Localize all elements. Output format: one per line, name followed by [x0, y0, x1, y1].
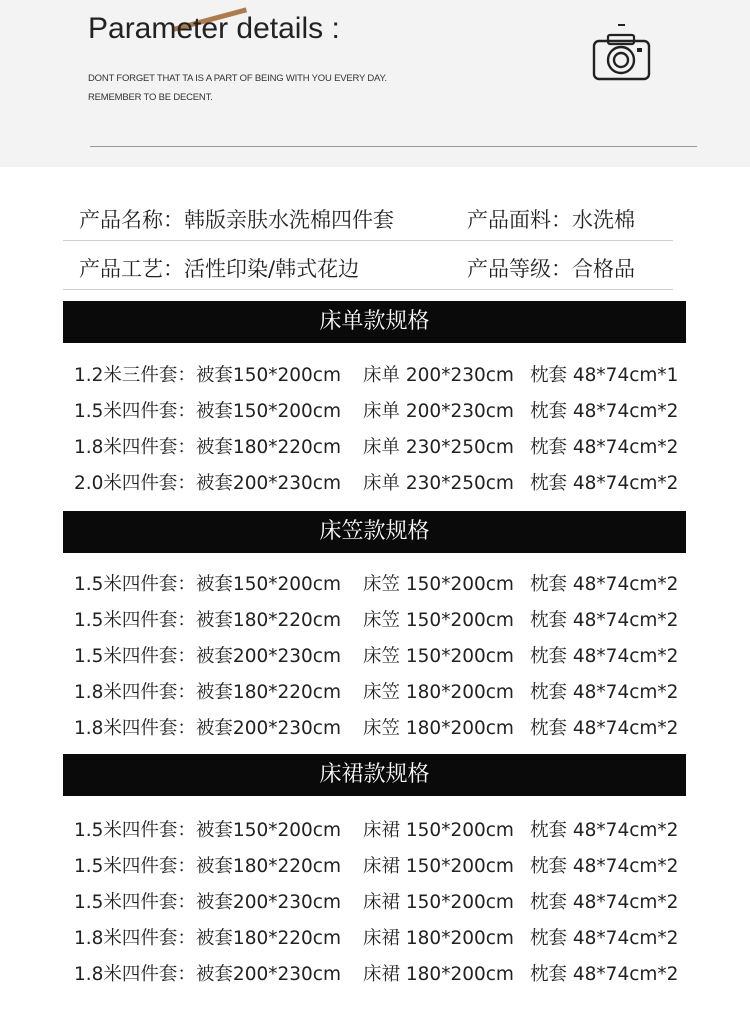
spec-skirt: 床裙 150*200cm: [363, 856, 514, 877]
spec-set: 1.8米四件套：被套180*220cm: [74, 682, 341, 703]
spec-pillowcase: 枕套 48*74cm*2: [530, 646, 679, 667]
spec-row: [0, 888, 750, 916]
subtitle-line-1: DONT FORGET THAT TA IS A PART OF BEING WITH YOU EVERY DAY.: [88, 73, 387, 84]
spec-set: 1.5米四件套：被套200*230cm: [74, 892, 341, 913]
spec-pillowcase: 枕套 48*74cm*2: [530, 401, 679, 422]
spec-fitted: 床笠 150*200cm: [363, 646, 514, 667]
product-name: 产品名称：韩版亲肤水洗棉四件套: [79, 208, 394, 232]
spec-set: 1.5米四件套：被套150*200cm: [74, 574, 341, 595]
parameter-header: [0, 0, 750, 167]
spec-skirt: 床裙 150*200cm: [363, 820, 514, 841]
spec-pillowcase: 枕套 48*74cm*2: [530, 574, 679, 595]
spec-skirt: 床裙 180*200cm: [363, 928, 514, 949]
camera-icon: [590, 22, 652, 84]
header-divider: [90, 146, 697, 147]
spec-sheet: 床单 200*230cm: [363, 401, 514, 422]
spec-set: 1.8米四件套：被套180*220cm: [74, 928, 341, 949]
spec-pillowcase: 枕套 48*74cm*2: [530, 610, 679, 631]
spec-set: 1.5米四件套：被套180*220cm: [74, 610, 341, 631]
spec-fitted: 床笠 150*200cm: [363, 610, 514, 631]
spec-row: [0, 960, 750, 988]
spec-sheet: 床单 230*250cm: [363, 473, 514, 494]
spec-skirt: 床裙 180*200cm: [363, 964, 514, 985]
spec-row: [0, 816, 750, 844]
spec-row: [0, 397, 750, 425]
info-row-2: [63, 245, 673, 290]
product-grade: 产品等级：合格品: [467, 257, 635, 281]
section-title-fitted-sheet: 床笠款规格: [63, 511, 686, 553]
product-fabric: 产品面料：水洗棉: [467, 208, 635, 232]
spec-fitted: 床笠 150*200cm: [363, 574, 514, 595]
spec-set: 1.5米四件套：被套150*200cm: [74, 820, 341, 841]
spec-pillowcase: 枕套 48*74cm*2: [530, 820, 679, 841]
spec-set: 1.5米四件套：被套200*230cm: [74, 646, 341, 667]
spec-row: [0, 642, 750, 670]
section-title-bed-skirt: 床裙款规格: [63, 754, 686, 796]
spec-sheet: 床单 230*250cm: [363, 437, 514, 458]
spec-pillowcase: 枕套 48*74cm*2: [530, 718, 679, 739]
spec-pillowcase: 枕套 48*74cm*2: [530, 473, 679, 494]
spec-pillowcase: 枕套 48*74cm*2: [530, 964, 679, 985]
spec-set: 2.0米四件套：被套200*230cm: [74, 473, 341, 494]
spec-row: [0, 606, 750, 634]
spec-row: [0, 361, 750, 389]
spec-set: 1.8米四件套：被套180*220cm: [74, 437, 341, 458]
spec-pillowcase: 枕套 48*74cm*2: [530, 437, 679, 458]
spec-row: [0, 924, 750, 952]
spec-row: [0, 469, 750, 497]
info-row-1: [63, 196, 673, 241]
spec-set: 1.5米四件套：被套150*200cm: [74, 401, 341, 422]
spec-row: [0, 433, 750, 461]
spec-fitted: 床笠 180*200cm: [363, 718, 514, 739]
spec-set: 1.8米四件套：被套200*230cm: [74, 964, 341, 985]
spec-pillowcase: 枕套 48*74cm*2: [530, 928, 679, 949]
product-craft: 产品工艺：活性印染/韩式花边: [79, 257, 360, 281]
spec-row: [0, 714, 750, 742]
subtitle-line-2: REMEMBER TO BE DECENT.: [88, 92, 213, 103]
page-title: Parameter details :: [88, 12, 340, 45]
spec-set: 1.5米四件套：被套180*220cm: [74, 856, 341, 877]
spec-pillowcase: 枕套 48*74cm*1: [530, 365, 679, 386]
spec-sheet: 床单 200*230cm: [363, 365, 514, 386]
spec-fitted: 床笠 180*200cm: [363, 682, 514, 703]
spec-pillowcase: 枕套 48*74cm*2: [530, 856, 679, 877]
spec-pillowcase: 枕套 48*74cm*2: [530, 682, 679, 703]
spec-set: 1.8米四件套：被套200*230cm: [74, 718, 341, 739]
spec-row: [0, 570, 750, 598]
spec-row: [0, 852, 750, 880]
spec-set: 1.2米三件套：被套150*200cm: [74, 365, 341, 386]
spec-pillowcase: 枕套 48*74cm*2: [530, 892, 679, 913]
spec-skirt: 床裙 150*200cm: [363, 892, 514, 913]
spec-row: [0, 678, 750, 706]
section-title-bed-sheet: 床单款规格: [63, 301, 686, 343]
